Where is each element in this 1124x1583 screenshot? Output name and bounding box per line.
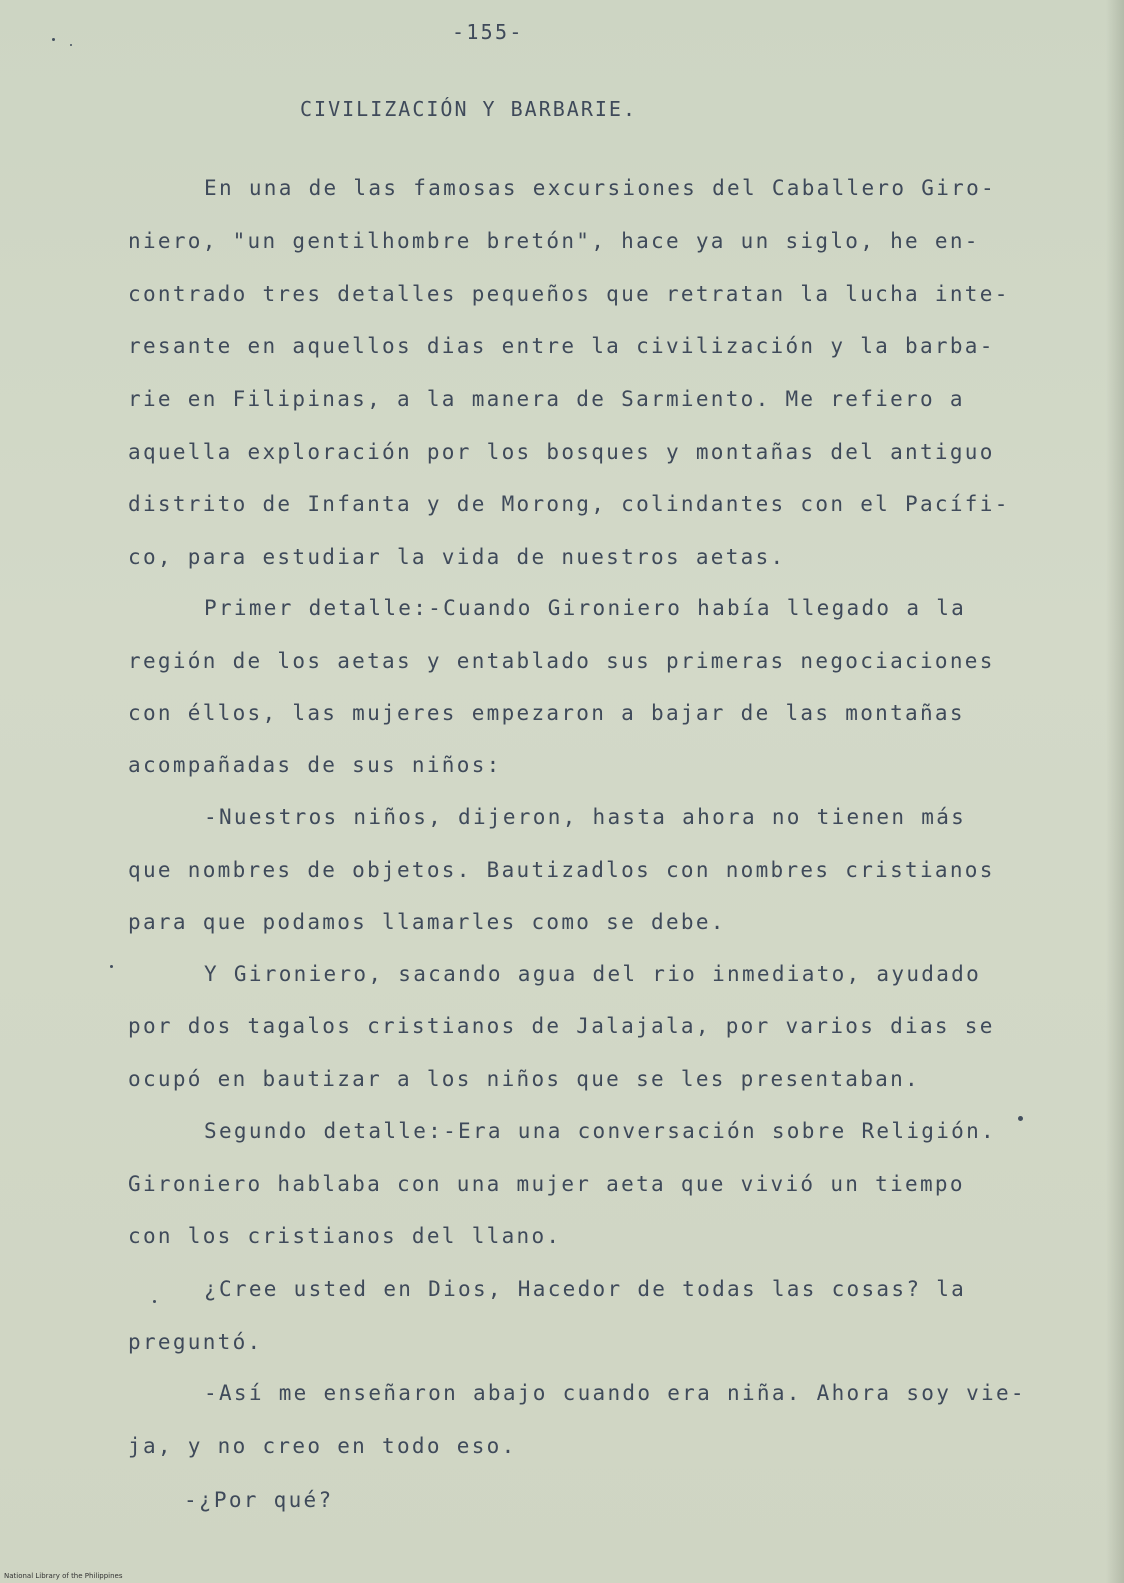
text-line: acompañadas de sus niños: <box>128 753 502 777</box>
text-line: -Así me enseñaron abajo cuando era niña. Ahora soy vie- <box>204 1381 1026 1405</box>
text-line: distrito de Infanta y de Morong, colindantes con el Pacífi- <box>128 492 1010 516</box>
text-line: ¿Cree usted en Dios, Hacedor de todas las cosas? la <box>204 1277 967 1301</box>
text-line: ja, y no creo en todo eso. <box>128 1434 517 1458</box>
text-line: ocupó en bautizar a los niños que se les presentaban. <box>128 1067 920 1091</box>
ink-speck <box>110 965 113 968</box>
text-line: por dos tagalos cristianos de Jalajala, por varios dias se <box>128 1014 995 1038</box>
ink-speck <box>70 44 72 46</box>
text-line: resante en aquellos dias entre la civilización y la barba- <box>128 334 995 358</box>
page-number: -155- <box>452 20 524 44</box>
text-line: rie en Filipinas, a la manera de Sarmiento. Me refiero a <box>128 387 965 411</box>
ink-speck <box>52 38 55 41</box>
text-line: Segundo detalle:-Era una conversación sobre Religión. <box>204 1119 996 1143</box>
text-line: para que podamos llamarles como se debe. <box>128 910 726 934</box>
text-line: co, para estudiar la vida de nuestros aetas. <box>128 545 786 569</box>
chapter-title: CIVILIZACIÓN Y BARBARIE. <box>300 97 637 121</box>
text-line: -Nuestros niños, dijeron, hasta ahora no tienen más <box>204 805 967 829</box>
ink-speck <box>1018 1116 1023 1121</box>
ink-speck <box>153 1300 156 1303</box>
text-line: que nombres de objetos. Bautizadlos con nombres cristianos <box>128 858 995 882</box>
text-line: con éllos, las mujeres empezaron a bajar de las montañas <box>128 701 965 725</box>
text-line: Primer detalle:-Cuando Gironiero había llegado a la <box>204 596 967 620</box>
text-line: Y Gironiero, sacando agua del rio inmediato, ayudado <box>204 962 982 986</box>
text-line: En una de las famosas excursiones del Caballero Giro- <box>204 176 996 200</box>
footer-attribution: National Library of the Philippines <box>4 1572 123 1580</box>
text-line: región de los aetas y entablado sus primeras negociaciones <box>128 649 995 673</box>
text-line: con los cristianos del llano. <box>128 1224 562 1248</box>
text-line: aquella exploración por los bosques y montañas del antiguo <box>128 440 995 464</box>
text-line: -¿Por qué? <box>184 1488 334 1512</box>
text-line: contrado tres detalles pequeños que retratan la lucha inte- <box>128 282 1010 306</box>
text-line: preguntó. <box>128 1330 263 1354</box>
page-edge-shadow <box>1106 0 1124 1583</box>
text-line: Gironiero hablaba con una mujer aeta que vivió un tiempo <box>128 1172 965 1196</box>
text-line: niero, "un gentilhombre bretón", hace ya un siglo, he en- <box>128 229 980 253</box>
